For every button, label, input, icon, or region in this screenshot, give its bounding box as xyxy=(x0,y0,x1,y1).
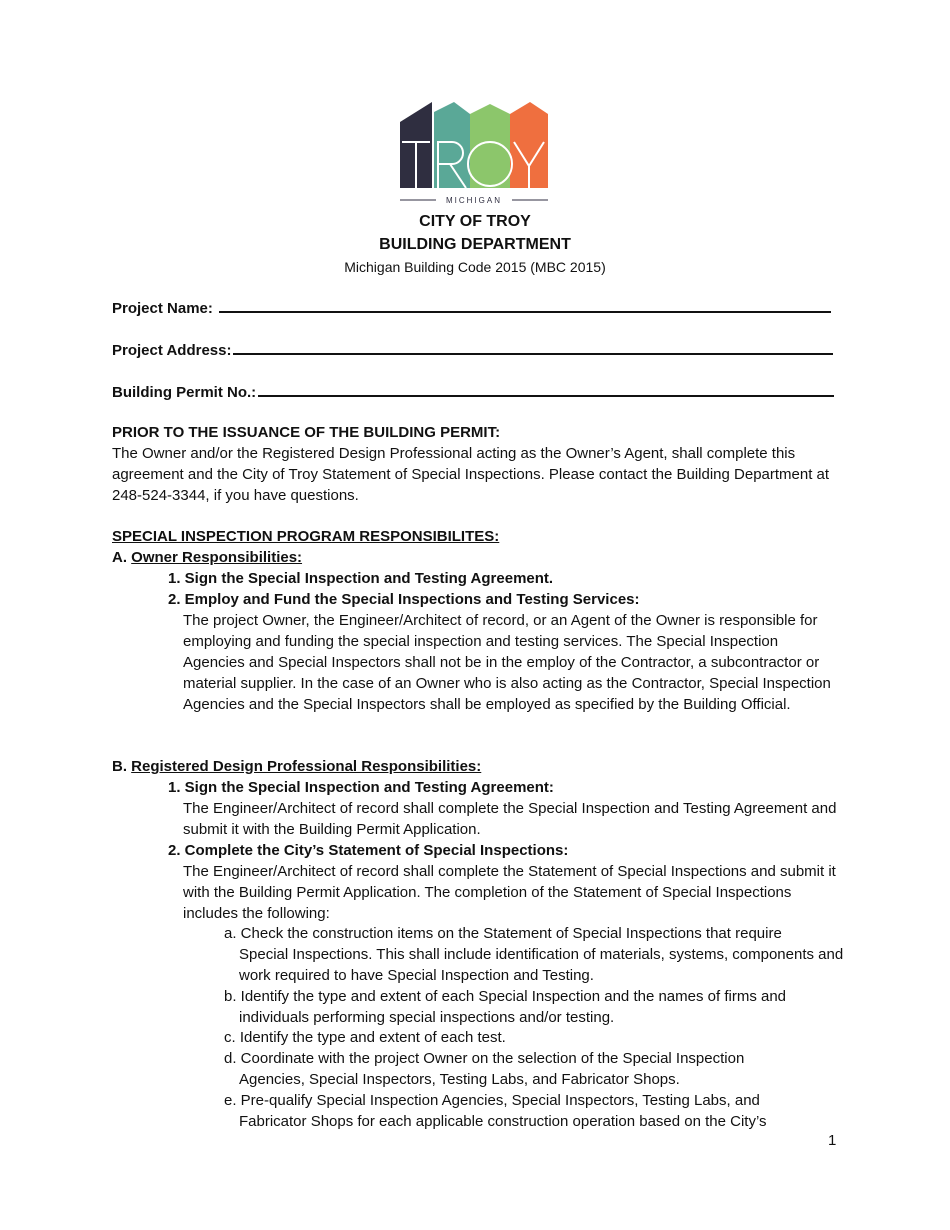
code-subtitle: Michigan Building Code 2015 (MBC 2015) xyxy=(344,259,606,275)
b-item-1-body: The Engineer/Architect of record shall complete the Special Inspection and Testing Agreement and submit it with the Building Permit Application. xyxy=(183,800,837,838)
project-address-field[interactable] xyxy=(112,339,833,361)
b-subitem-b-rest: individuals performing special inspections and/or testing. xyxy=(239,1009,615,1026)
b-subitem-a xyxy=(224,923,844,986)
a-item-1: 1. Sign the Special Inspection and Testing Agreement. xyxy=(168,570,554,587)
b-item-2-body: The Engineer/Architect of record shall complete the Statement of Special Inspections and submit it with the Building Permit Application. The completion of the Statement of Special Inspections includes the following: xyxy=(183,863,836,922)
section-a-heading xyxy=(112,547,852,568)
b-item-2: 2. Complete the City’s Statement of Special Inspections: xyxy=(168,842,569,859)
b-subitem-a-rest: Special Inspections. This shall include identification of materials, systems, components and work required to have Special Inspection and Testing. xyxy=(239,946,844,984)
project-address-label: Project Address: xyxy=(112,342,232,359)
section-b-letter: B. xyxy=(112,758,132,775)
b-subitem-c-first: c. Identify the type and extent of each test. xyxy=(224,1029,506,1046)
prior-body: The Owner and/or the Registered Design Professional acting as the Owner’s Agent, shall complete this agreement and the City of Troy Statement of Special Inspections. Please contact the Building Department at 248-524-3344, if you have questions. xyxy=(112,445,830,504)
logo-michigan-text: MICHIGAN xyxy=(446,196,502,205)
program-heading: SPECIAL INSPECTION PROGRAM RESPONSIBILITES: xyxy=(112,528,500,545)
b-subitem-b xyxy=(224,986,844,1028)
b-item-1: 1. Sign the Special Inspection and Testing Agreement: xyxy=(168,779,554,796)
a-item-2: 2. Employ and Fund the Special Inspections and Testing Services: xyxy=(168,591,640,608)
a-item-2-body: The project Owner, the Engineer/Architect of record, or an Agent of the Owner is responsible for employing and funding the special inspection and testing services. The Special Inspection Agencies and Special Inspectors shall not be in the employ of the Contractor, a subcontractor or material supplier. In the case of an Owner who is also acting as the Contractor, Special Inspection Agencies and the Special Inspectors shall be employed as specified by the Building Official. xyxy=(183,612,831,713)
b-subitem-d-first: d. Coordinate with the project Owner on the selection of the Special Inspection xyxy=(224,1050,745,1067)
b-subitem-e xyxy=(224,1090,844,1132)
page-number: 1 xyxy=(828,1132,837,1149)
section-a-title: Owner Responsibilities: xyxy=(131,549,303,566)
prior-section xyxy=(112,422,852,506)
department-title: BUILDING DEPARTMENT xyxy=(379,236,571,253)
city-title: CITY OF TROY xyxy=(419,213,531,230)
section-b-heading xyxy=(112,756,852,777)
logo-house-teal xyxy=(434,102,470,188)
program-section xyxy=(112,526,852,568)
project-name-line[interactable] xyxy=(219,297,831,313)
b-subitem-d xyxy=(224,1048,844,1090)
troy-logo xyxy=(398,100,550,206)
b-subitem-b-first: b. Identify the type and extent of each Special Inspection and the names of firms and xyxy=(224,988,787,1005)
project-name-label: Project Name: xyxy=(112,300,218,317)
permit-no-label: Building Permit No.: xyxy=(112,384,257,401)
b-subitem-c xyxy=(224,1027,844,1048)
b-subitem-e-first: e. Pre-qualify Special Inspection Agencies, Special Inspectors, Testing Labs, and xyxy=(224,1092,760,1109)
project-address-line[interactable] xyxy=(233,339,833,355)
section-a-letter: A. xyxy=(112,549,132,566)
permit-no-field[interactable] xyxy=(112,381,834,403)
b-subitem-a-first: a. Check the construction items on the Statement of Special Inspections that require xyxy=(224,925,782,942)
b-subitem-e-rest: Fabricator Shops for each applicable construction operation based on the City’s xyxy=(239,1113,767,1130)
permit-no-line[interactable] xyxy=(258,381,834,397)
b-subitem-d-rest: Agencies, Special Inspectors, Testing Labs, and Fabricator Shops. xyxy=(239,1071,680,1088)
prior-heading: PRIOR TO THE ISSUANCE OF THE BUILDING PERMIT: xyxy=(112,424,501,441)
section-b-title: Registered Design Professional Responsibilities: xyxy=(131,758,482,775)
project-name-field[interactable] xyxy=(112,297,831,319)
